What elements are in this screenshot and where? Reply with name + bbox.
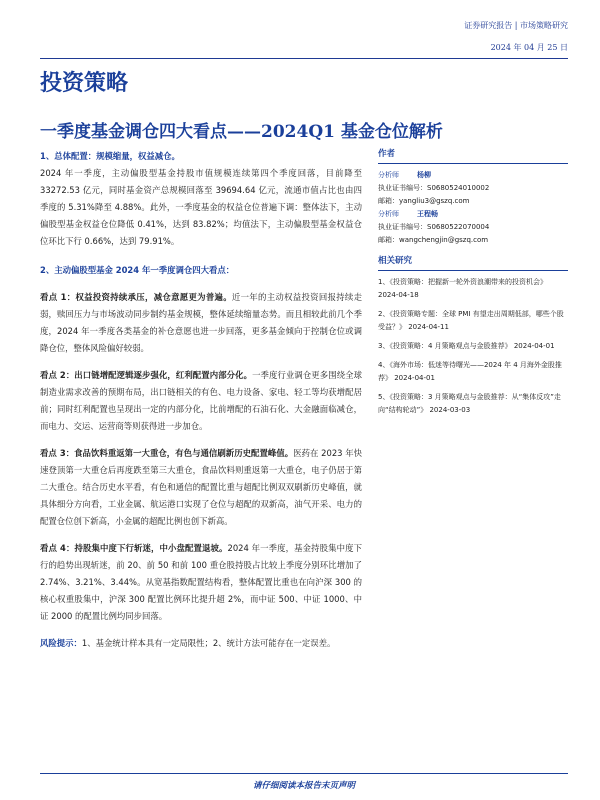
related-report-item[interactable]: 2、《投资策略专题：全球 PMI 有望走出周期低部，哪些个股受益？》 2024-04-11 <box>378 310 564 331</box>
analyst-name-text: 王程畅 <box>417 210 438 218</box>
sidebar <box>378 148 568 423</box>
related-report-item[interactable]: 1、《投资策略：把握新一轮外资浪潮带来的投资机会》 2024-04-18 <box>378 278 547 299</box>
analyst-name <box>378 169 568 182</box>
point-1-lead: 看点 1：权益投资持续承压，减仓意愿更为普遍。 <box>40 292 232 302</box>
point-1 <box>40 289 362 357</box>
point-4-lead: 看点 4：持股集中度下行斩迷，中小盘配置退坡。 <box>40 543 228 553</box>
point-2 <box>40 367 362 435</box>
analyst-card <box>378 208 568 247</box>
analyst-cert: 执业证书编号：S0680522070004 <box>378 223 490 231</box>
point-3-lead: 看点 3：食品饮料重返第一大重仓，有色与通信刷新历史配置峰值。 <box>40 448 294 458</box>
section-1-text: 2024 年一季度，主动偏股型基金持股市值规模连续第四个季度回落，目前降至 33272.53 亿元，同时基金资产总规模回落至 39694.64 亿元，流通市值占比也由四季度的 5.31%降至 4.88%。此外，一季度基金的权益仓位普遍下调：整体法下，主动偏股型基金权益仓位降低 0.41%，达到 83.82%；均值法下，主动偏股型基金权益仓位环比下行 0.66%，达到 79.91%。 <box>40 168 362 246</box>
analyst-email[interactable]: 邮箱：yangliu3@gszq.com <box>378 197 470 205</box>
report-date: 2024 年 04 月 25 日 <box>490 43 568 52</box>
analyst-card <box>378 169 568 208</box>
point-2-lead: 看点 2：出口链增配逻辑逐步强化，红利配置内部分化。 <box>40 370 253 380</box>
section-1-heading: 1、总体配置：规模缩量，权益减仓。 <box>40 151 180 161</box>
point-4 <box>40 540 362 625</box>
footer-disclaimer: 请仔细阅读本报告末页声明 <box>40 773 568 791</box>
header-tag: 证券研究报告 | 市场策略研究 <box>464 21 568 30</box>
analyst-name <box>378 208 568 221</box>
point-3-text: 医药在 2023 年快速登顶第一大重仓后再度跌至第三大重仓，食品饮料则重返第一大重仓，电子仍居于第二大重仓。结合历史水平看，有色和通信的配置比重与超配比例双双刷新历史峰值，就具体细分方向看，工业金属、航运港口实现了仓位与超配的双新高，油气开采、电力的配置仓位创下新高，小金属的超配比例也创下新高。 <box>40 448 363 526</box>
report-body <box>40 148 362 652</box>
point-4-text: 2024 年一季度，基金持股集中度下行的趋势出现斩迷，前 20、前 50 和前 100 重仓股持股占比较上季度分别环比增加了 2.74%、3.21%、3.44%。从宽基指数配置结构看，整体配置比重也在向沪深 300 的核心权重股集中，沪深 300 配置比例环比提升超 2%，而中证 500、中证 1000、中证 2000 的配置比例均同步回落。 <box>40 543 362 621</box>
point-1-text: 近一年的主动权益投资回报持续走弱，赎回压力与市场波动同步制约基金规模，整体延续缩量态势。而且相较此前几个季度，2024 年一季度各类基金的补仓意愿也进一步回落，更多基金倾向于控制仓位或调降仓位，整体风险偏好较弱。 <box>40 292 362 353</box>
analyst-cert: 执业证书编号：S0680524010002 <box>378 184 490 192</box>
point-3 <box>40 445 362 530</box>
analyst-role: 分析师 <box>378 210 399 218</box>
section-2-heading: 2、主动偏股型基金 2024 年一季度调仓四大看点： <box>40 265 235 275</box>
analyst-role: 分析师 <box>378 171 399 179</box>
related-report-item[interactable]: 5、《投资策略：3 月策略观点与金股推荐：从“集体反攻”走向“结构轮动”》 2024-03-03 <box>378 393 561 414</box>
risk-warning <box>40 635 362 652</box>
page-title: 一季度基金调仓四大看点——2024Q1 基金仓位解析 <box>40 122 443 142</box>
analyst-name-text: 杨柳 <box>417 171 431 179</box>
analyst-email[interactable]: 邮箱：wangchengjin@gszq.com <box>378 236 489 244</box>
report-type: 投资策略 <box>40 70 129 96</box>
risk-warning-text: 1、基金统计样本具有一定局限性；2、统计方法可能存在一定误差。 <box>81 638 336 648</box>
author-heading: 作者 <box>378 148 568 164</box>
header-divider <box>40 58 568 59</box>
point-2-text: 一季度行业调仓更多围绕全球制造业需求改善的预期布局，出口链相关的有色、电力设备、家电、轻工等均获增配居前；同时红利配置也呈现出一定的内部分化，比前增配的石油石化、大金融面临减仓，而电力、交运、运营商等则获得进一步加仓。 <box>40 370 363 431</box>
related-report-item[interactable]: 4、《海外市场：低迷等待曙光——2024 年 4 月海外金股推荐》 2024-04-01 <box>378 361 562 382</box>
risk-warning-lead: 风险提示： <box>40 638 82 648</box>
related-report-item[interactable]: 3、《投资策略：4 月策略观点与金股推荐》 2024-04-01 <box>378 342 555 350</box>
related-research-heading: 相关研究 <box>378 255 568 271</box>
